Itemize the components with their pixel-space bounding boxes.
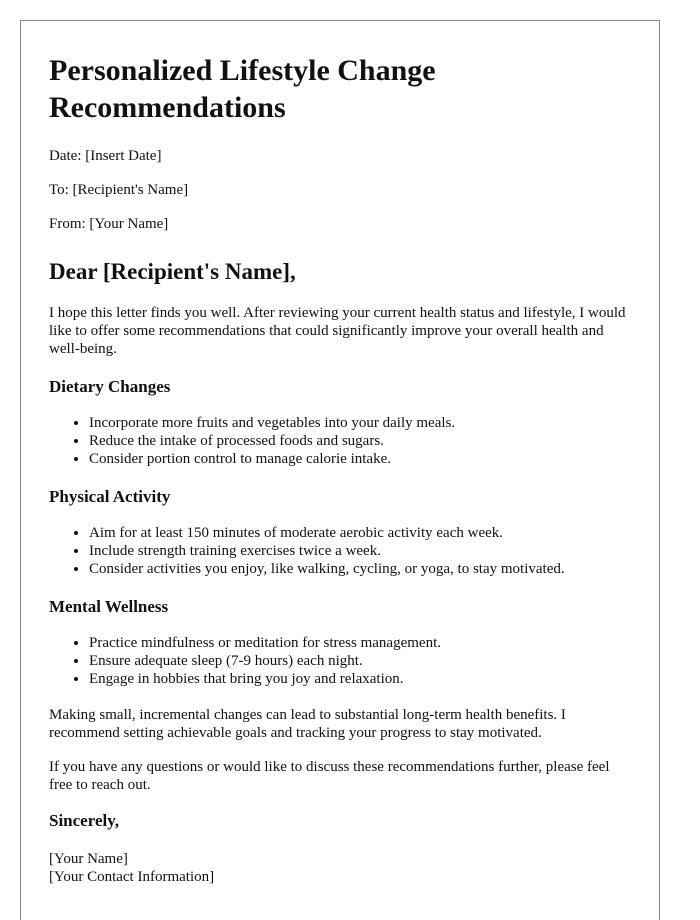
signature-block [49,850,631,886]
list-item: • Consider portion control to manage calorie intake. [89,450,631,468]
section-heading: Dietary Changes [49,377,171,396]
letter-title: Personalized Lifestyle Change Recommendations [49,54,436,124]
to-line: To: [Recipient's Name] [49,182,189,198]
intro-paragraph: I hope this letter finds you well. After reviewing your current health status and lifestyle, I would like to offer some recommendations that could significantly improve your overall health and well-being. [49,305,626,357]
closing-paragraph: Making small, incremental changes can lead to substantial long-term health benefits. I recommend setting achievable goals and tracking your progress to stay motivated. [49,707,566,741]
recommendation-list [49,634,631,688]
section-mental-wellness [49,596,631,688]
list-item: • Include strength training exercises twice a week. [89,542,631,560]
recommendation-list [49,524,631,578]
list-item: • Incorporate more fruits and vegetables into your daily meals. [89,414,631,432]
list-item: • Practice mindfulness or meditation for stress management. [89,634,631,652]
list-item: • Consider activities you enjoy, like walking, cycling, or yoga, to stay motivated. [89,560,631,578]
list-item: • Reduce the intake of processed foods and sugars. [89,432,631,450]
date-line: Date: [Insert Date] [49,148,162,164]
letter-page [20,20,660,920]
list-item: • Engage in hobbies that bring you joy and relaxation. [89,670,631,688]
section-physical-activity [49,486,631,578]
signature-contact: [Your Contact Information] [49,869,215,885]
recommendation-list [49,414,631,468]
list-item: • Aim for at least 150 minutes of moderate aerobic activity each week. [89,524,631,542]
list-item: • Ensure adequate sleep (7-9 hours) each night. [89,652,631,670]
section-heading: Physical Activity [49,487,171,506]
section-heading: Mental Wellness [49,597,169,616]
contact-invitation-paragraph: If you have any questions or would like to discuss these recommendations further, please feel free to reach out. [49,759,610,793]
signature-name: [Your Name] [49,851,128,867]
section-dietary-changes [49,376,631,468]
from-line: From: [Your Name] [49,216,169,232]
signoff: Sincerely, [49,811,120,830]
greeting: Dear [Recipient's Name], [49,259,296,284]
